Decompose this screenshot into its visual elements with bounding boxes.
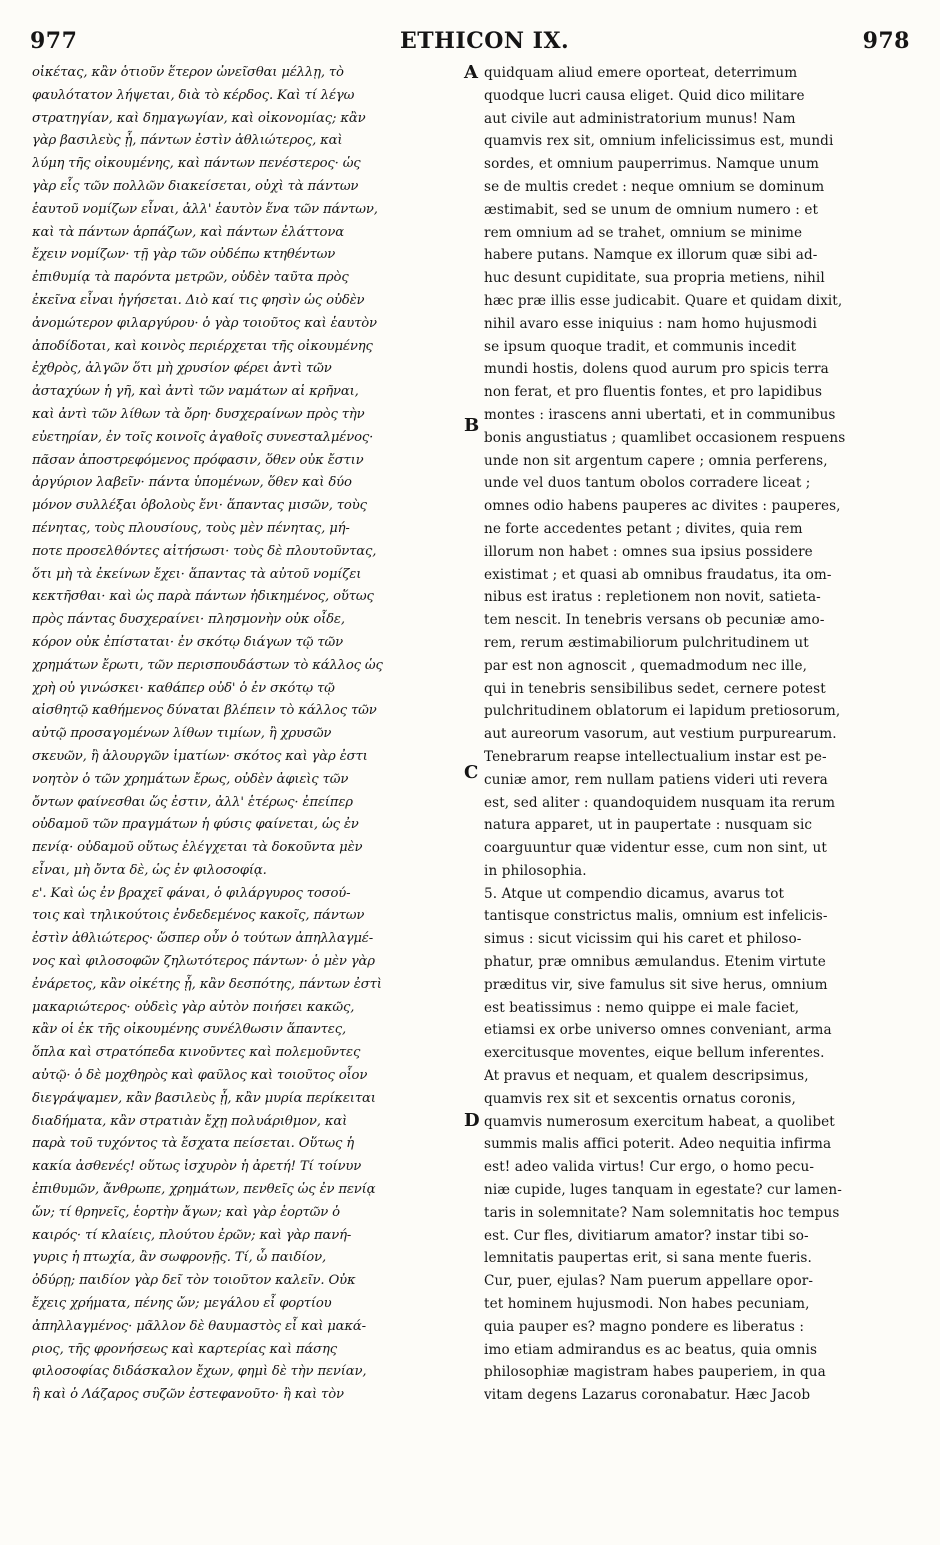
text-line: se de multis credet : neque omnium se dominum	[484, 178, 825, 195]
text-line: pulchritudinem oblatorum ei lapidum pretiosorum,	[484, 703, 841, 720]
running-title: ETHICON IX.	[400, 28, 570, 54]
text-line: 5. Atque ut compendio dicamus, avarus tot	[484, 885, 785, 902]
text-line: tem nescit. In tenebris versans ob pecuniæ amo-	[484, 612, 825, 629]
text-line: ἐπιθυμίᾳ τὰ παρόντα μετρῶν, οὐδὲν ταῦτα πρὸς	[32, 270, 349, 286]
text-line: phatur, præ omnibus æmulandus. Etenim virtute	[484, 954, 826, 971]
text-line: ἣ καὶ ὁ Λάζαρος συζῶν ἐστεφανοῦτο· ἢ καὶ τὸν	[32, 1387, 344, 1403]
text-line: ποτε προσελθόντες αἰτήσωσι· τοὺς δὲ πλουτοῦντας,	[32, 543, 377, 559]
text-line: λύμη τῆς οἰκουμένης, καὶ πάντων πενέστερος· ὡς	[32, 156, 361, 172]
text-line: ἐπιθυμῶν, ἄνθρωπε, χρημάτων, πενθεῖς ὡς ἐν πενίᾳ	[32, 1182, 376, 1198]
text-line: est, sed aliter : quandoquidem nusquam ita rerum	[484, 794, 836, 811]
text-line: νοητὸν ὁ τῶν χρημάτων ἔρως, οὐδὲν ἀφιεὶς τῶν	[32, 771, 349, 787]
text-line: ἔχειν νομίζων· τῇ γὰρ τῶν οὐδέπω κτηθέντων	[32, 247, 336, 263]
text-line: πρὸς πάντας δυσχεραίνει· πλησμονὴν οὐκ οἶδε,	[32, 612, 345, 628]
text-line: nihil avaro esse iniquius : nam homo hujusmodi	[484, 315, 817, 332]
text-line: existimat ; et quasi ab omnibus fraudatus, ita om-	[484, 566, 832, 583]
text-line: φαυλότατον λήψεται, διὰ τὸ κέρδος. Καὶ τί λέγω	[32, 87, 355, 103]
text-line: κἂν οἱ ἐκ τῆς οἰκουμένης συνέλθωσιν ἅπαντες,	[32, 1022, 347, 1038]
text-line: imo etiam admirandus es ac beatus, quia omnis	[484, 1341, 818, 1358]
text-line: At pravus et nequam, et qualem descripsimus,	[484, 1068, 809, 1085]
text-line: quodque lucri causa eliget. Quid dico militare	[484, 87, 805, 104]
margin-marker-b: B	[464, 415, 480, 436]
text-line: niæ cupide, luges tanquam in egestate? cur lamen-	[484, 1182, 842, 1199]
text-line: quamvis rex sit et sexcentis ornatus coronis,	[484, 1090, 796, 1107]
text-line: ἐστὶν ἀθλιώτερος· ὥσπερ οὖν ὁ τούτων ἀπηλλαγμέ-	[32, 931, 373, 947]
text-line: ἑαυτοῦ νομίζων εἶναι, ἀλλ' ἑαυτὸν ἕνα τῶν πάντων,	[32, 201, 378, 217]
text-line: quidquam aliud emere oporteat, deterrimum	[484, 65, 798, 81]
text-line: tet hominem hujusmodi. Non habes pecuniam,	[484, 1296, 810, 1313]
text-line: se ipsum quoque tradit, et communis incedit	[484, 338, 797, 355]
text-line: etiamsi ex orbe universo omnes conveniant, arma	[484, 1022, 832, 1039]
text-line: ἐκεῖνα εἶναι ἡγήσεται. Διὸ καί τις φησὶν ὡς οὐδὲν	[32, 292, 365, 308]
text-line: πᾶσαν ἀποστρεφόμενος πρόφασιν, ὅθεν οὐκ ἔστιν	[32, 452, 364, 468]
text-line: καὶ τὰ πάντων ἁρπάζων, καὶ πάντων ἐλάττονα	[32, 224, 344, 240]
text-line: taris in solemnitate? Nam solemnitatis hoc tempus	[484, 1204, 840, 1221]
text-line: μόνον συλλέξαι ὀβολοὺς ἔνι· ἅπαντας μισῶν, τοὺς	[32, 498, 367, 514]
text-line: simus : sicut vicissim qui his caret et philoso-	[484, 931, 802, 948]
text-line: non ferat, et pro fluentis fontes, et pro lapidibus	[484, 384, 823, 401]
text-line: ἀσταχύων ἡ γῆ, καὶ ἀντὶ τῶν ναμάτων αἱ κρῆναι,	[32, 384, 359, 400]
text-line: ὀδύρῃ; παιδίον γὰρ δεῖ τὸν τοιοῦτον καλεῖν. Οὐκ	[32, 1273, 356, 1289]
text-line: natura apparet, ut in paupertate : nusquam sic	[484, 817, 813, 834]
text-line: aut civile aut administratorium munus! Nam	[484, 110, 796, 127]
text-line: στρατηγίαν, καὶ δημαγωγίαν, καὶ οἰκονομίας; κἂν	[32, 110, 366, 126]
text-line: ε'. Καὶ ὡς ἐν βραχεῖ φάναι, ὁ φιλάργυρος τοσού-	[32, 885, 351, 901]
margin-marker-c: C	[464, 762, 479, 783]
text-line: χρὴ οὐ γινώσκει· καθάπερ οὐδ' ὁ ἐν σκότῳ τῷ	[32, 680, 335, 696]
text-line: αἰσθητῷ καθήμενος δύναται βλέπειν τὸ κάλλος τῶν	[32, 703, 377, 719]
text-line: par est non agnoscit , quemadmodum nec ille,	[484, 657, 808, 674]
text-line: ὅτι μὴ τὰ ἐκείνων ἔχει· ἅπαντας τὰ αὐτοῦ νομίζει	[32, 566, 362, 582]
text-line: habere putans. Namque ex illorum quæ sibi ad-	[484, 247, 818, 264]
text-line: vitam degens Lazarus coronabatur. Hæc Jacob	[484, 1387, 811, 1404]
text-line: in philosophia.	[484, 862, 587, 879]
text-line: æstimabit, sed se unum de omnium numero : et	[484, 201, 819, 218]
text-line: mundi hostis, dolens quod aurum pro spicis terra	[484, 361, 829, 378]
margin-marker-a: A	[464, 62, 478, 83]
text-line: γυρις ἡ πτωχία, ἂν σωφρονῇς. Τί, ὦ παιδίον,	[32, 1250, 326, 1266]
text-line: montes : irascens anni ubertati, et in communibus	[484, 406, 836, 423]
text-line: omnes odio habens pauperes ac divites : pauperes,	[484, 498, 841, 515]
text-line: unde vel duos tantum obolos corradere liceat ;	[484, 475, 811, 492]
text-line: Tenebrarum reapse intellectualium instar est pe-	[484, 748, 827, 765]
text-line: φιλοσοφίας διδάσκαλον ἔχων, φημὶ δὲ τὴν πενίαν,	[32, 1364, 367, 1380]
text-line: rem, rerum æstimabiliorum pulchritudinem ut	[484, 634, 809, 651]
text-line: ἐχθρὸς, ἀλγῶν ὅτι μὴ χρυσίον φέρει ἀντὶ τῶν	[32, 361, 332, 377]
text-line: καιρός· τί κλαίεις, πλούτου ἐρῶν; καὶ γὰρ πανή-	[32, 1227, 352, 1243]
text-line: quamvis numerosum exercitum habeat, a quolibet	[484, 1113, 835, 1130]
text-line: ἀποδίδοται, καὶ κοινὸς περιέρχεται τῆς οἰκουμένης	[32, 338, 373, 354]
text-line: κεκτῆσθαι· καὶ ὡς παρὰ πάντων ἠδικημένος, οὕτως	[32, 589, 374, 605]
text-line: ριος, τῆς φρονήσεως καὶ καρτερίας καὶ πάσης	[32, 1341, 337, 1357]
text-line: κακία ἀσθενές! οὕτως ἰσχυρὸν ἡ ἀρετή! Τί τοίνυν	[32, 1159, 362, 1175]
text-line: σκευῶν, ἢ ἁλουργῶν ἱματίων· σκότος καὶ γὰρ ἐστι	[32, 748, 368, 764]
text-line: est beatissimus : nemo quippe ei male faciet,	[484, 999, 800, 1016]
greek-text-column	[32, 62, 460, 1532]
text-line: sordes, et omnium pauperrimus. Namque unum	[484, 156, 819, 173]
text-line: νος καὶ φιλοσοφῶν ζηλωτότερος πάντων· ὁ μὲν γὰρ	[32, 954, 375, 970]
text-line: nibus est iratus : repletionem non novit, satieta-	[484, 589, 821, 606]
text-line: unde non sit argentum capere ; omnia perferens,	[484, 452, 828, 469]
text-line: ne forte accedentes petant ; divites, quia rem	[484, 520, 803, 537]
latin-text-column	[484, 62, 904, 1532]
text-line: γὰρ εἷς τῶν πολλῶν διακείσεται, οὐχὶ τὰ πάντων	[32, 178, 359, 194]
text-line: cuniæ amor, rem nullam patiens videri uti revera	[484, 771, 828, 788]
text-line: αὐτῷ προσαγομένων λίθων τιμίων, ἢ χρυσῶν	[32, 726, 332, 742]
text-line: rem omnium ad se trahet, omnium se minime	[484, 224, 803, 241]
text-line: exercitusque moventes, eique bellum inferentes.	[484, 1045, 825, 1062]
text-line: διεγράψαμεν, κἂν βασιλεὺς ᾖ, κἂν μυρία περίκειται	[32, 1090, 376, 1106]
text-line: coarguuntur quæ videntur esse, cum non sint, ut	[484, 840, 827, 857]
text-line: χρημάτων ἔρωτι, τῶν περισπουδάστων τὸ κάλλος ὡς	[32, 657, 383, 673]
text-line: οἰκέτας, κἂν ὁτιοῦν ἕτερον ὠνεῖσθαι μέλλῃ, τὸ	[32, 65, 344, 80]
text-line: γὰρ βασιλεὺς ᾖ, πάντων ἐστὶν ἀθλιώτερος, καὶ	[32, 133, 343, 149]
text-line: εὐετηρίαν, ἐν τοῖς κοινοῖς ἀγαθοῖς συνεσταλμένος·	[32, 429, 374, 445]
text-line: huc desunt cupiditate, sua propria metiens, nihil	[484, 270, 825, 287]
text-line: αὐτῷ· ὁ δὲ μοχθηρὸς καὶ φαῦλος καὶ τοιοῦτος οἷον	[32, 1068, 368, 1084]
page-header	[30, 28, 910, 56]
text-line: præditus vir, sive famulus sit sive herus, omnium	[484, 976, 828, 993]
text-line: καὶ ἀντὶ τῶν λίθων τὰ ὄρη· δυσχεραίνων πρὸς τὴν	[32, 406, 365, 422]
text-line: ὤν; τί θρηνεῖς, ἑορτὴν ἄγων; καὶ γὰρ ἑορτῶν ὁ	[32, 1204, 340, 1220]
text-line: illorum non habet : omnes sua ipsius possidere	[484, 543, 813, 560]
text-line: κόρον οὐκ ἐπίσταται· ἐν σκότῳ διάγων τῷ τῶν	[32, 634, 343, 650]
text-line: διαδήματα, κἂν στρατιὰν ἔχῃ πολυάριθμον, καὶ	[32, 1113, 348, 1129]
margin-marker-d: D	[464, 1110, 480, 1131]
text-line: Cur, puer, ejulas? Nam puerum appellare opor-	[484, 1273, 814, 1290]
text-line: παρὰ τοῦ τυχόντος τὰ ἔσχατα πείσεται. Οὕτως ἡ	[32, 1136, 355, 1152]
text-line: tantisque constrictus malis, omnium est infelicis-	[484, 908, 828, 925]
text-line: aut aureorum vasorum, aut vestium purpurearum.	[484, 726, 837, 743]
text-line: οὐδαμοῦ τῶν πραγμάτων ἡ φύσις φαίνεται, ὡς ἐν	[32, 817, 359, 833]
page-number-right: 978	[862, 28, 910, 54]
text-line: πενίᾳ· οὐδαμοῦ οὕτως ἐλέγχεται τὰ δοκοῦντα μὲν	[32, 840, 363, 856]
page-number-left: 977	[30, 28, 78, 54]
text-line: μακαριώτερος· οὐδεὶς γὰρ αὐτὸν ποιήσει κακῶς,	[32, 999, 355, 1015]
text-line: ἀργύριον λαβεῖν· πάντα ὑπομένων, ὅθεν καὶ δύο	[32, 475, 352, 491]
text-line: est. Cur fles, divitiarum amator? instar tibi so-	[484, 1227, 809, 1244]
text-line: ἀνομώτερον φιλαργύρου· ὁ γὰρ τοιοῦτος καὶ ἑαυτὸν	[32, 315, 377, 331]
text-line: quia pauper es? magno pondere es liberatus :	[484, 1318, 805, 1335]
text-line: τοις καὶ τηλικούτοις ἐνδεδεμένος κακοῖς, πάντων	[32, 908, 365, 924]
text-line: ὄντων φαίνεσθαι ὥς ἐστιν, ἀλλ' ἑτέρως· ἐπείπερ	[32, 794, 353, 810]
text-line: lemnitatis paupertas erit, si sana mente fueris.	[484, 1250, 812, 1267]
text-line: quamvis rex sit, omnium infelicissimus est, mundi	[484, 133, 834, 150]
text-line: bonis angustiatus ; quamlibet occasionem respuens	[484, 429, 846, 446]
text-line: εἶναι, μὴ ὄντα δὲ, ὡς ἐν φιλοσοφίᾳ.	[32, 862, 267, 878]
text-line: πένητας, τοὺς πλουσίους, τοὺς μὲν πένητας, μή-	[32, 520, 350, 536]
text-line: ἐνάρετος, κἂν οἰκέτης ᾖ, κἂν δεσπότης, πάντων ἐστὶ	[32, 976, 382, 992]
text-line: philosophiæ magistram habes pauperiem, in qua	[484, 1364, 826, 1381]
text-line: est! adeo valida virtus! Cur ergo, o homo pecu-	[484, 1159, 815, 1176]
text-line: ἔχεις χρήματα, πένης ὤν; μεγάλου εἶ φορτίου	[32, 1296, 332, 1312]
text-line: qui in tenebris sensibilibus sedet, cernere potest	[484, 680, 826, 697]
text-line: ἀπηλλαγμένος· μᾶλλον δὲ θαυμαστὸς εἶ καὶ μακά-	[32, 1318, 366, 1334]
text-line: hæc præ illis esse judicabit. Quare et quidam dixit,	[484, 292, 843, 309]
text-line: summis malis affici poterit. Adeo nequitia infirma	[484, 1136, 832, 1153]
text-line: ὅπλα καὶ στρατόπεδα κινοῦντες καὶ πολεμοῦντες	[32, 1045, 361, 1061]
